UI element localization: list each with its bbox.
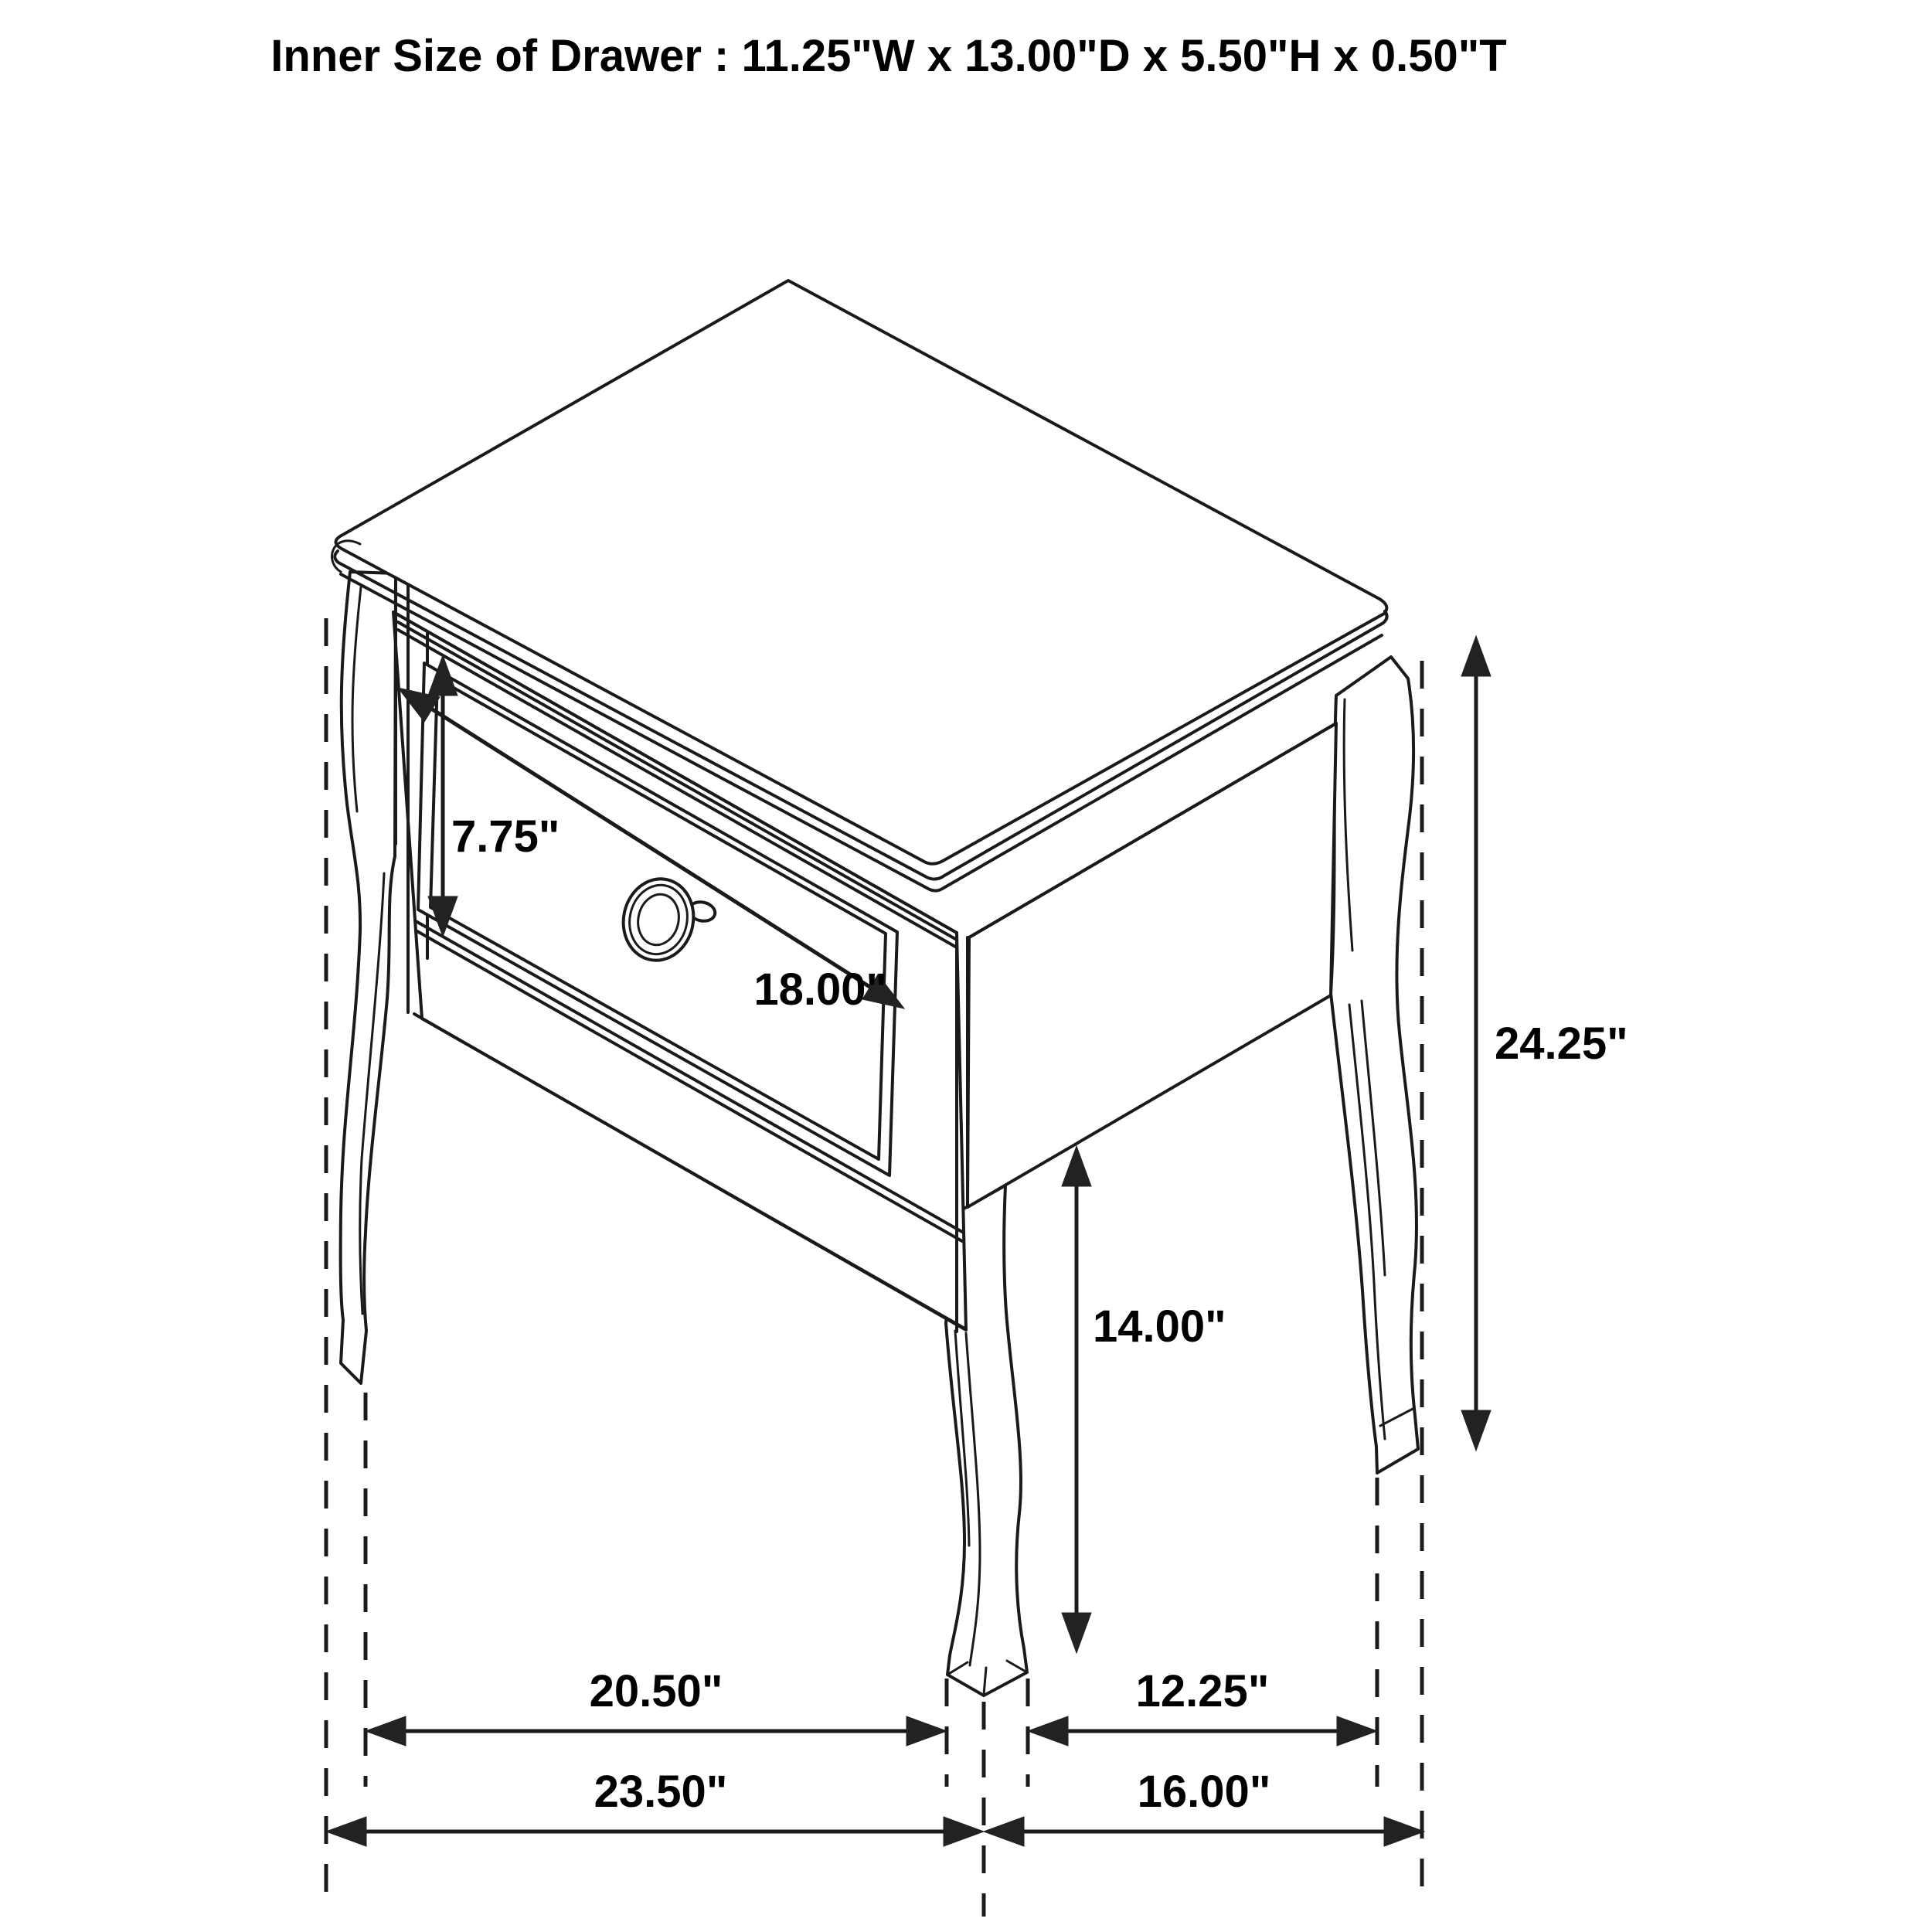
dim-overall-width [326, 1767, 984, 1846]
dim-overall-height [1461, 636, 1628, 1451]
overall-depth-label: 16.00" [1137, 1767, 1271, 1817]
dim-side-leg-spacing [1028, 1666, 1377, 1746]
leg-back-right [1331, 657, 1418, 1473]
drawer-front-width-label: 18.00" [753, 964, 887, 1015]
overall-width-label: 23.50" [594, 1767, 728, 1817]
front-leg-spacing-label: 20.50" [589, 1666, 723, 1716]
dim-overall-depth [984, 1767, 1424, 1846]
leg-front-left [341, 572, 396, 1383]
side-leg-spacing-label: 12.25" [1135, 1666, 1270, 1716]
dim-front-leg-spacing [366, 1666, 947, 1746]
dim-floor-clearance [1062, 1146, 1226, 1653]
overall-height-label: 24.25" [1495, 1019, 1628, 1069]
floor-clearance-label: 14.00" [1093, 1301, 1226, 1352]
page-title: Inner Size of Drawer : 11.25"W x 13.00"D x 5.50"H x 0.50"T [270, 31, 1507, 81]
drawer-opening-height-label: 7.75" [451, 811, 560, 862]
